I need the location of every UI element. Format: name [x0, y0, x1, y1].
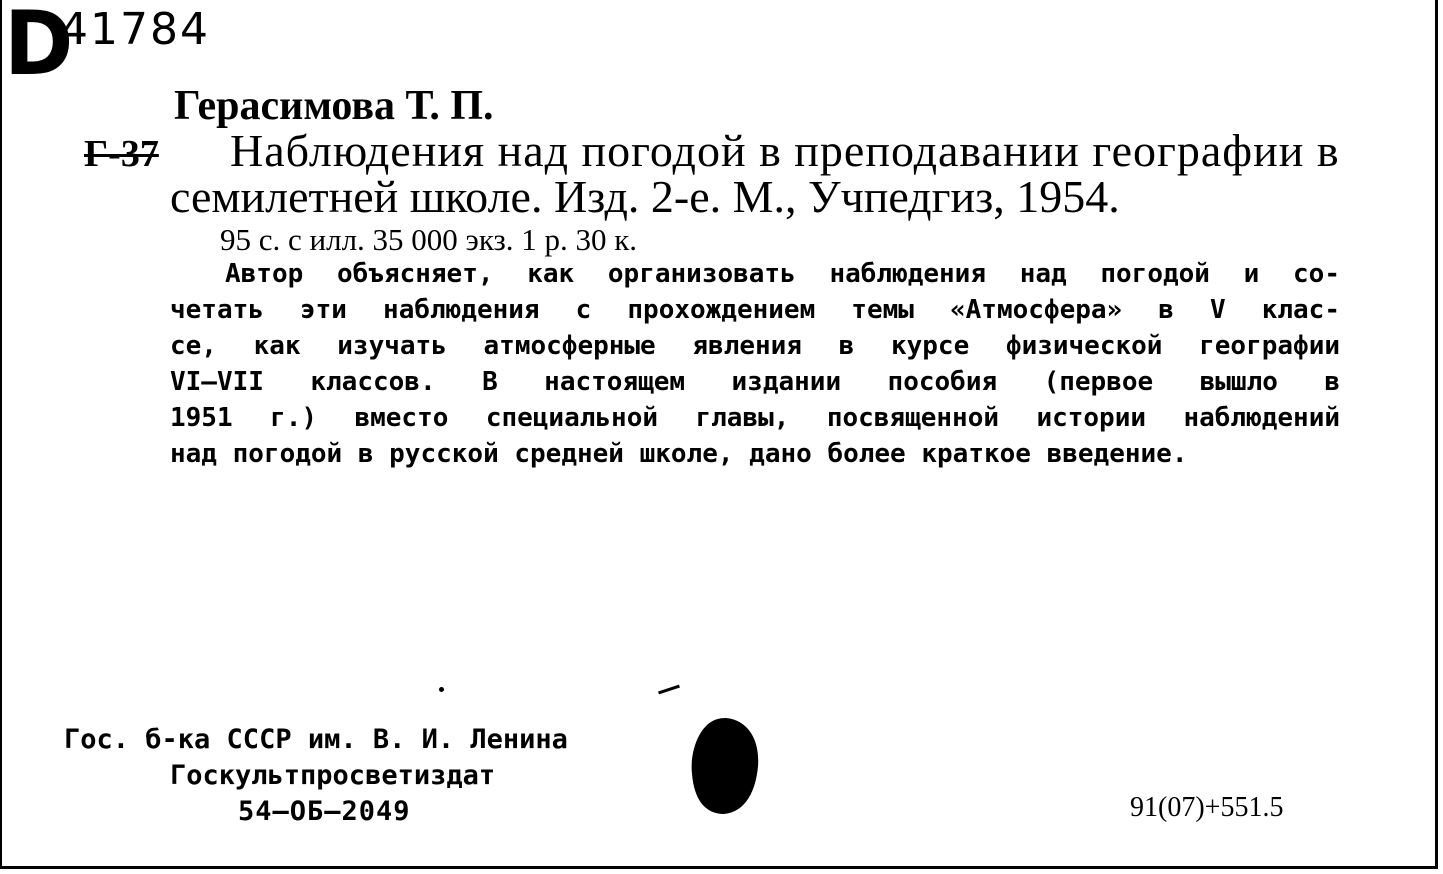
shelf-mark: Г-37 — [84, 133, 159, 175]
annotation-line: се, как изучать атмосферные явления в курсе физической географии — [170, 331, 1340, 361]
author-name: Герасимова Т. П. — [174, 83, 494, 129]
annotation-line: Автор объясняет, как организовать наблюдения над погодой и со- — [225, 259, 1340, 289]
physical-description: 95 с. с илл. 35 000 экз. 1 р. 30 к. — [220, 222, 638, 257]
ink-dot — [439, 687, 444, 692]
library-name: Гос. б-ка СССР им. В. И. Ленина — [64, 724, 568, 755]
annotation — [170, 256, 1340, 472]
ink-dash — [658, 685, 680, 695]
annotation-line: четать эти наблюдения с прохождением темы «Атмосфера» в V клас- — [170, 295, 1340, 325]
classification-code: 91(07)+551.5 — [1130, 792, 1284, 823]
annotation-line: VI—VII классов. В настоящем издании пособия (первое вышло в — [170, 367, 1340, 397]
title-line-2: семилетней школе. Изд. 2-е. М., Учпедгиз, 1954. — [170, 171, 1120, 222]
card-publisher: Госкультпросветиздат — [170, 760, 496, 791]
handwritten-id-letter: D — [4, 0, 74, 95]
ink-blot — [690, 716, 760, 816]
annotation-line: 1951 г.) вместо специальной главы, посвященной истории наблюдений — [170, 403, 1340, 433]
annotation-line: над погодой в русской средней школе, дано более краткое введение. — [170, 439, 1188, 469]
order-number: 54—ОБ—2049 — [238, 796, 411, 827]
title-line-1: Наблюдения над погодой в преподавании географии в — [230, 125, 1340, 176]
handwritten-id-number: 41784 — [60, 4, 210, 55]
